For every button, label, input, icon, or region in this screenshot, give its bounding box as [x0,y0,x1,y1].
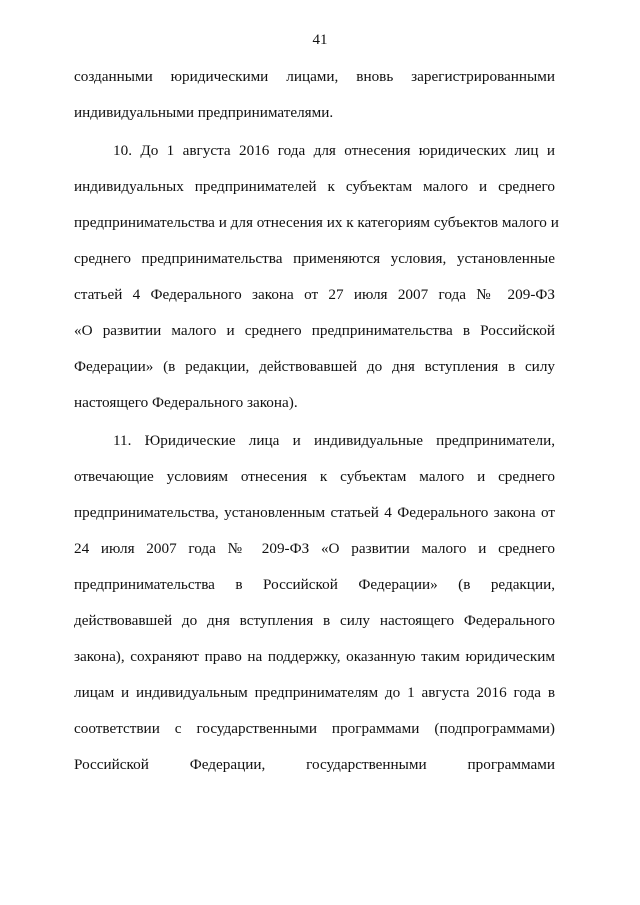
text-line: лицам и индивидуальным предпринимателям до 1 августа 2016 года в [74,684,555,701]
text-line: предпринимательства в Российской Федерации» (в редакции, [74,576,555,593]
text-line: предпринимательства, установленным статьей 4 Федерального закона от [74,504,555,521]
text-line: индивидуальных предпринимателей к субъектам малого и среднего [74,178,555,195]
text-line: настоящего Федерального закона). [74,394,298,411]
text-line: Российской Федерации, государственными программами [74,756,555,773]
text-line: 10. До 1 августа 2016 года для отнесения юридических лиц и [113,142,555,159]
text-line: соответствии с государственными программами (подпрограммами) [74,720,555,737]
text-line: «О развитии малого и среднего предпринимательства в Российской [74,322,555,339]
text-line: созданными юридическими лицами, вновь зарегистрированными [74,68,555,85]
text-line: предпринимательства и для отнесения их к категориям субъектов малого и [74,214,559,231]
text-line: действовавшей до дня вступления в силу настоящего Федерального [74,612,555,629]
text-line: Федерации» (в редакции, действовавшей до дня вступления в силу [74,358,555,375]
text-line: среднего предпринимательства применяются условия, установленные [74,250,555,267]
text-line: 24 июля 2007 года № 209-ФЗ «О развитии малого и среднего [74,540,555,557]
page-number: 41 [312,32,328,48]
text-line: индивидуальными предпринимателями. [74,104,334,121]
text-line: закона), сохраняют право на поддержку, оказанную таким юридическим [74,648,555,665]
text-line: статьей 4 Федерального закона от 27 июля 2007 года № 209-ФЗ [74,286,555,303]
text-line: 11. Юридические лица и индивидуальные предприниматели, [113,432,555,449]
text-line: отвечающие условиям отнесения к субъектам малого и среднего [74,468,555,485]
